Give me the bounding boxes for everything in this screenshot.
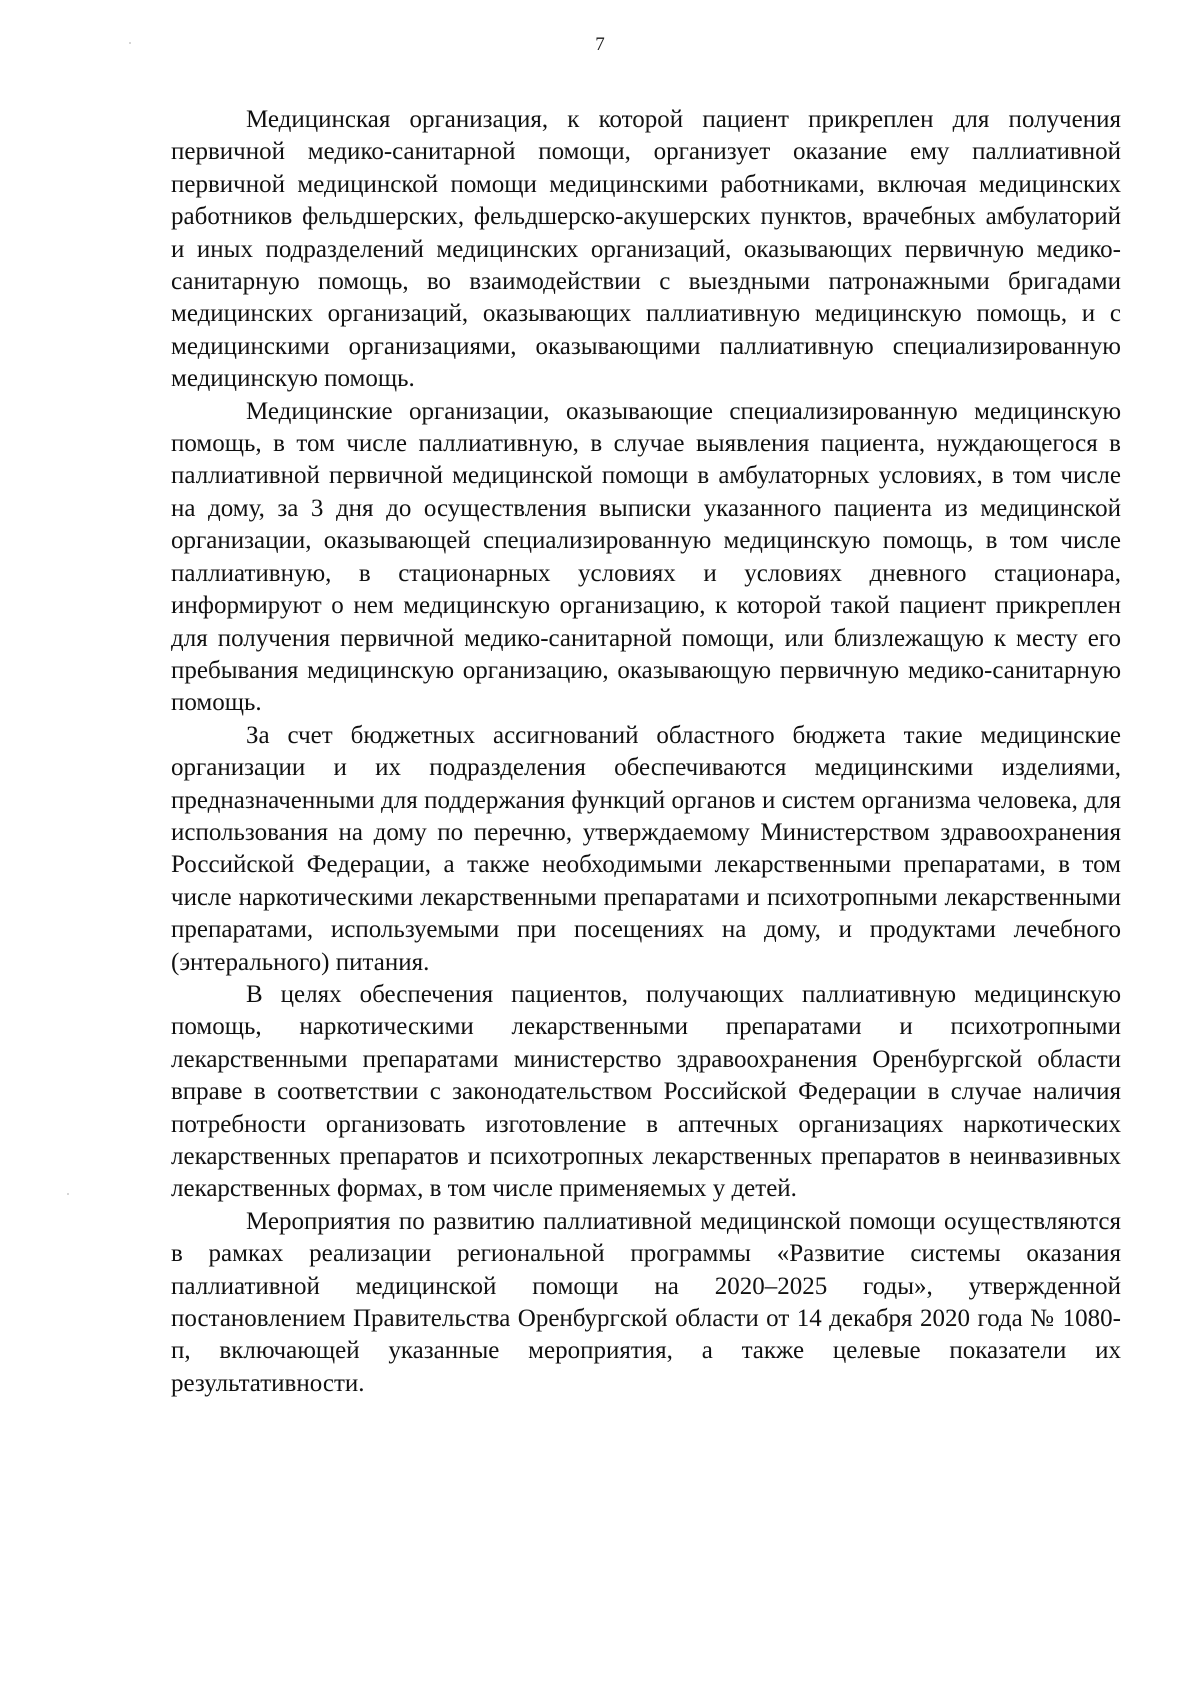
scan-speck: [129, 42, 131, 44]
paragraph-regional-program: Мероприятия по развитию паллиативной медицинской помощи осуществляются в рамках реализации региональной программы «Развитие системы оказания паллиативной медицинской помощи на 2020–2025 годы», утвержденной постановлением Правительства Оренбургской области от 14 декабря 2020 года № 1080-п, включающей указанные мероприятия, а также целевые показатели их результативности.: [171, 1207, 1121, 1397]
paragraph-patient-discharge-notification: Медицинские организации, оказывающие специализированную медицинскую помощь, в том числе паллиативную, в случае выявления пациента, нуждающегося в паллиативной первичной медицинской помощи в амбулаторных условиях, в том числе на дому, за 3 дня до осуществления выписки указанного пациента из медицинской организации, оказывающей специализированную медицинскую помощь, в том числе паллиативную, в стационарных условиях и условиях дневного стационара, информируют о нем медицинскую организацию, к которой такой пациент прикреплен для получения первичной медико-санитарной помощи, или близлежащую к месту его пребывания медицинскую организацию, оказывающую первичную медико-санитарную помощь.: [171, 397, 1121, 717]
paragraph-narcotic-drugs-manufacturing: В целях обеспечения пациентов, получающих паллиативную медицинскую помощь, наркотическими лекарственными препаратами и психотропными лекарственными препаратами министерство здравоохранения Оренбургской области вправе в соответствии с законодательством Российской Федерации в случае наличия потребности организовать изготовление в аптечных организациях наркотических лекарственных препаратов и психотропных лекарственных препаратов в неинвазивных лекарственных формах, в том числе применяемых у детей.: [171, 980, 1121, 1203]
paragraph-palliative-primary-care: Медицинская организация, к которой пациент прикреплен для получения первичной медико-санитарной помощи, организует оказание ему паллиативной первичной медицинской помощи медицинскими работниками, включая медицинских работников фельдшерских, фельдшерско-акушерских пунктов, врачебных амбулаторий и иных подразделений медицинских организаций, оказывающих первичную медико-санитарную помощь, во взаимодействии с выездными патронажными бригадами медицинских организаций, оказывающих паллиативную медицинскую помощь, и с медицинскими организациями, оказывающими паллиативную специализированную медицинскую помощь.: [171, 106, 1121, 393]
paragraph-budget-funding: За счет бюджетных ассигнований областного бюджета такие медицинские организации и их подразделения обеспечиваются медицинскими изделиями, предназначенными для поддержания функций органов и систем организма человека, для использования на дому по перечню, утверждаемому Министерством здравоохранения Российской Федерации, а также необходимыми лекарственными препаратами, в том числе наркотическими лекарственными препаратами и психотропными лекарственными препаратами, используемыми при посещениях на дому, и продуктами лечебного (энтерального) питания.: [171, 721, 1121, 976]
document-body: [171, 104, 1121, 1400]
scan-speck: [67, 1193, 69, 1195]
page-number: 7: [595, 34, 605, 55]
